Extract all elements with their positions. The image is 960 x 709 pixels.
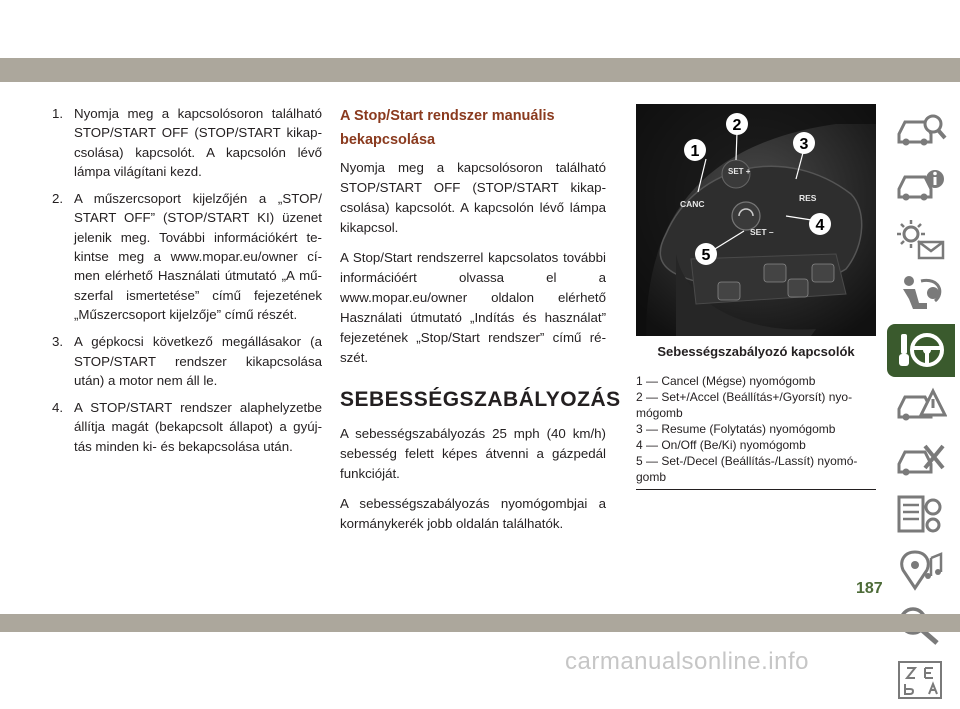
- checklist-gears-icon: [895, 493, 947, 537]
- steering-wheel-photo: [636, 104, 876, 336]
- step-text: A műszercsoport kijelzőjén a „STOP/ START OFF” (STOP/START KI) üzenet jelenik meg. További információkért te- kintse meg a www.mopar.eu/owner cí- men elérhető Használati útmutató „A mű- szerfal ismertetése” című fejezetének „Műszercsoport kijelzője” című részét.: [74, 191, 322, 322]
- legend-item: 1 — Cancel (Mégse) nyomógomb: [636, 374, 816, 388]
- tab-airbag-seat[interactable]: [887, 269, 955, 322]
- set-minus-button-label: SET –: [750, 227, 774, 237]
- list-item: [46, 189, 322, 324]
- steering-wheel-illustration: [636, 104, 876, 336]
- res-button-label: RES: [799, 193, 817, 203]
- callout-label: 4: [815, 217, 825, 234]
- car-tools-icon: [895, 438, 947, 482]
- list-item: [46, 332, 322, 390]
- step-text: Nyomja meg a kapcsolósoron található STOP/START OFF (STOP/START kikap- csolása) kapcsolót. A kapcsolón lévő lámpa világítani kezd.: [74, 106, 322, 179]
- tab-index[interactable]: [887, 654, 955, 707]
- car-warning-triangle-icon: [895, 383, 947, 427]
- list-item: [46, 398, 322, 456]
- paragraph: Nyomja meg a kapcsolósoron található STOP/START OFF (STOP/START kikap- csolása) kapcsolót. A kapcsolón lévő lámpa kikapcsol.: [340, 160, 606, 235]
- header-band: [0, 58, 960, 82]
- legend-item: 3 — Resume (Folytatás) nyomógomb: [636, 422, 836, 436]
- legend-divider: [636, 489, 876, 490]
- callout-label: 1: [690, 143, 700, 160]
- step-text: A gépkocsi következő megállásakor (a STOP/START rendszer kikapcsolása után) a motor nem áll le.: [74, 334, 322, 388]
- step-number: 3.: [52, 334, 64, 350]
- legend-item: 5 — Set-/Decel (Beállítás-/Lassít) nyomó- gomb: [636, 454, 858, 484]
- car-search-icon: [895, 108, 947, 152]
- list-item: [46, 104, 322, 181]
- section-heading: SEBESSÉGSZABÁLYOZÁS: [340, 388, 621, 411]
- legend-item: 4 — On/Off (Be/Ki) nyomógomb: [636, 438, 806, 452]
- watermark: carmanualsonline.info: [565, 648, 809, 675]
- callout-label: 5: [701, 247, 711, 264]
- steps-column: [46, 104, 322, 464]
- tab-maintenance[interactable]: [887, 489, 955, 542]
- step-number: 4.: [52, 400, 64, 416]
- callout-label: 2: [732, 117, 742, 134]
- section-subheading: A Stop/Start rendszer manuális bekapcsolása: [340, 108, 555, 148]
- tab-warning-lights[interactable]: [887, 214, 955, 267]
- figure-caption: Sebességszabályozó kapcsolók: [657, 344, 855, 359]
- paragraph: A sebességszabályozás nyomógombjai a kormánykerék jobb oldalán találhatók.: [340, 496, 606, 531]
- tab-multimedia[interactable]: [887, 544, 955, 597]
- legend-item: 2 — Set+/Accel (Beállítás+/Gyorsít) nyo- mógomb: [636, 390, 853, 420]
- paragraph: A Stop/Start rendszerrel kapcsolatos további információért olvassa el a www.mopar.eu/owner oldalon elérhető Használati útmutató „Indítás és használat” fejezetének „Stop/Start rendszer” című ré- szét.: [340, 250, 606, 365]
- language-index-icon: [895, 658, 947, 702]
- callout-label: 3: [799, 136, 809, 153]
- footer-band: [0, 614, 960, 632]
- figure-column: [636, 104, 876, 490]
- steps-list: [46, 104, 322, 456]
- paragraph: A sebességszabályozás 25 mph (40 km/h) sebesség felett képes átvenni a gázpedál funkcióját.: [340, 426, 606, 481]
- text-column: [340, 104, 621, 544]
- music-navigation-icon: [895, 548, 947, 592]
- canc-button-label: CANC: [680, 199, 705, 209]
- warning-lights-message-icon: [895, 218, 947, 262]
- airbag-seat-icon: [895, 273, 947, 317]
- step-number: 2.: [52, 191, 64, 207]
- page-number: 187: [856, 580, 883, 597]
- tab-car-search[interactable]: [887, 104, 955, 157]
- steering-wheel-key-icon: [895, 328, 947, 372]
- tab-steering-wheel[interactable]: [887, 324, 955, 377]
- tab-car-tools[interactable]: [887, 434, 955, 487]
- tab-car-info[interactable]: [887, 159, 955, 212]
- car-info-icon: [895, 163, 947, 207]
- figure-legend: [636, 373, 876, 485]
- step-text: A STOP/START rendszer alaphelyzetbe állítja magát (bekapcsolt állapot) a gyúj- tás minden ki- és bekapcsolása után.: [74, 400, 322, 454]
- set-plus-button-label: SET +: [728, 167, 751, 176]
- step-number: 1.: [52, 106, 64, 121]
- tab-car-warning[interactable]: [887, 379, 955, 432]
